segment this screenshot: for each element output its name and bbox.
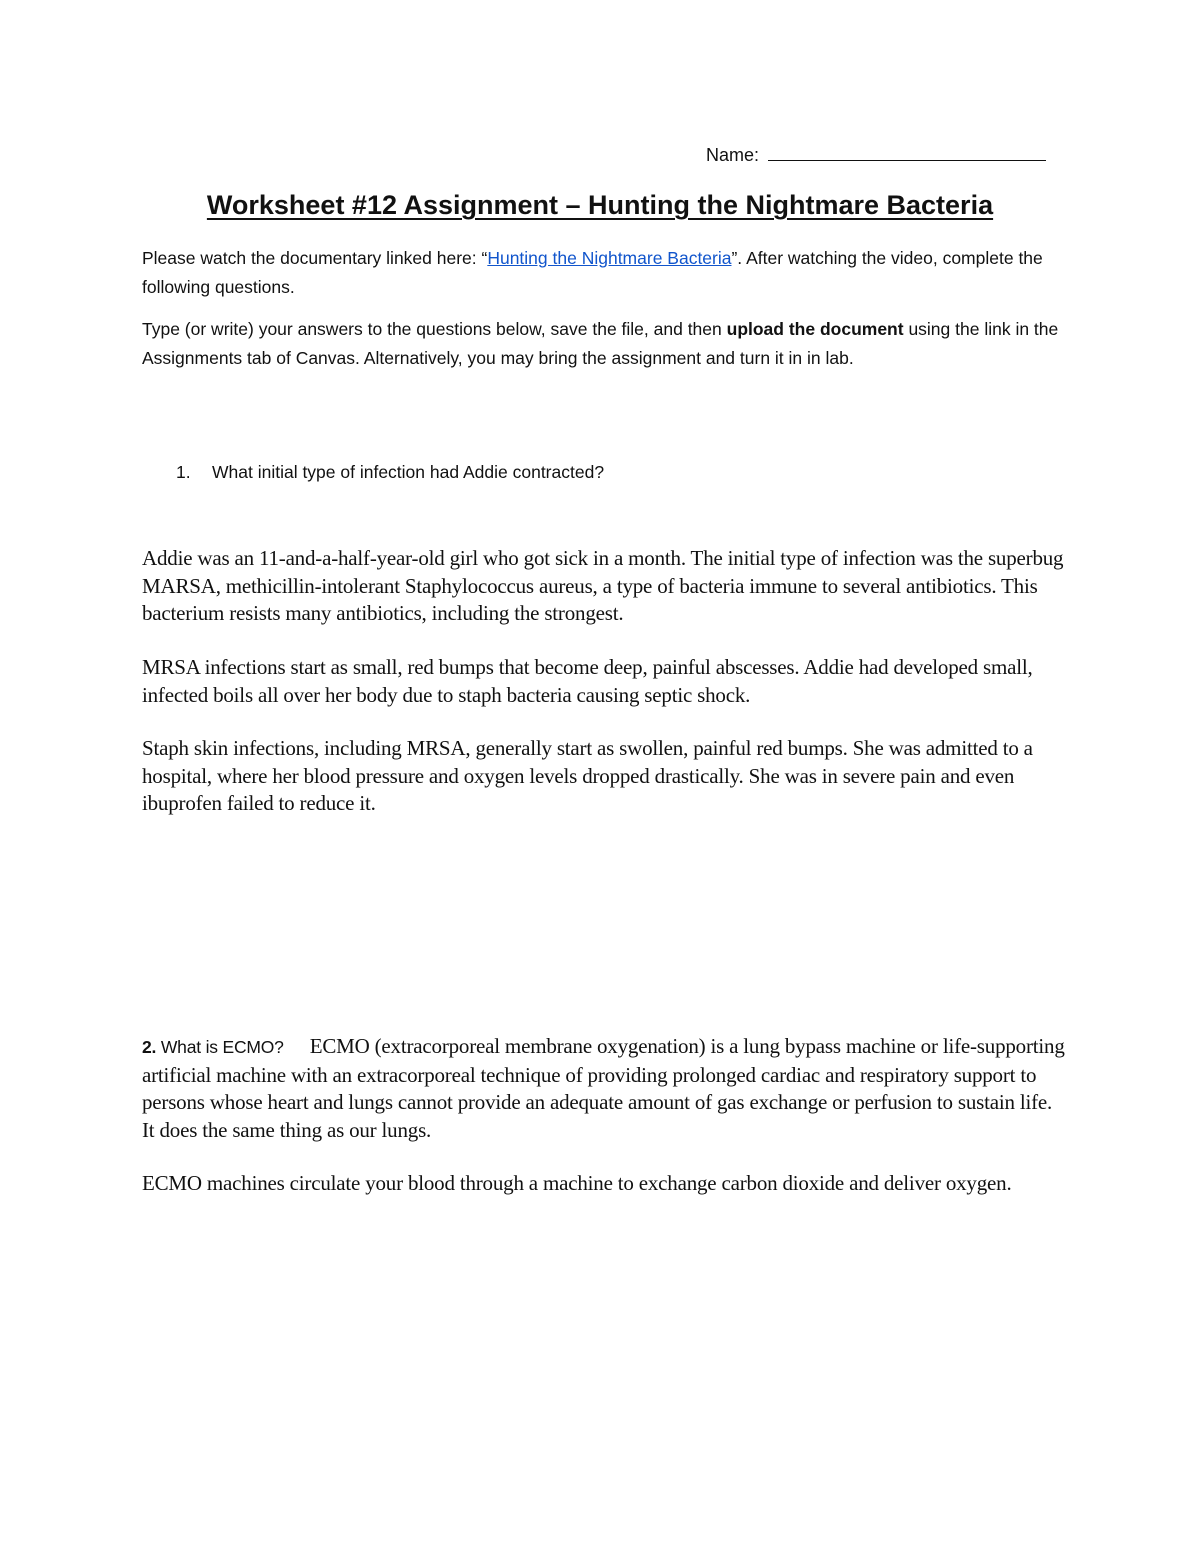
question-1-number: 1. <box>176 462 191 482</box>
instructions-text-before: Type (or write) your answers to the questions below, save the file, and then <box>142 319 727 339</box>
name-blank[interactable] <box>768 144 1046 161</box>
answer-1-paragraph-3: Staph skin infections, including MRSA, generally start as swollen, painful red bumps. She was admitted to a hospital, where her blood pressure and oxygen levels dropped drastically. She was in severe pain and even ibuprofen failed to reduce it. <box>142 736 1033 815</box>
answer-1-paragraph-1: Addie was an 11-and-a-half-year-old girl who got sick in a month. The initial type of infection was the superbug MARSA, methicillin-intolerant Staphylococcus aureus, a type of bacteria immune to several antibiotics. This bacterium resists many antibiotics, including the strongest. <box>142 546 1064 625</box>
question-2 <box>142 1037 284 1057</box>
instructions-bold-text: upload the document <box>726 319 904 339</box>
intro-paragraph-1 <box>142 244 1062 302</box>
question-1-text: What initial type of infection had Addie contracted? <box>212 462 605 482</box>
answer-1-paragraph-2: MRSA infections start as small, red bumps that become deep, painful abscesses. Addie had developed small, infected boils all over her body due to staph bacteria causing septic shock. <box>142 655 1033 707</box>
intro-paragraph-2 <box>142 315 1062 373</box>
instructions-text-after: using the link in the Assignments tab of Canvas. Alternatively, you may bring the assignment and turn it in in lab. <box>142 319 1059 368</box>
intro-text-before-link: Please watch the documentary linked here: “ <box>142 248 488 268</box>
name-field-line <box>706 144 1046 166</box>
question-1 <box>176 462 604 483</box>
intro-text-after-link: ”. After watching the video, complete the following questions. <box>142 248 1043 297</box>
page-title: Worksheet #12 Assignment – Hunting the Nightmare Bacteria <box>206 190 994 220</box>
question-2-text: What is ECMO? <box>156 1037 284 1057</box>
question-2-number: 2. <box>142 1037 157 1057</box>
name-label: Name: <box>706 145 760 165</box>
answer-2-paragraph-2: ECMO machines circulate your blood through a machine to exchange carbon dioxide and deliver oxygen. <box>142 1171 1012 1195</box>
answer-2-paragraph-1: ECMO (extracorporeal membrane oxygenation) is a lung bypass machine or life-supporting artificial machine with an extracorporeal technique of providing prolonged cardiac and respiratory support to persons whose heart and lungs cannot provide an adequate amount of gas exchange or perfusion to sustain life. It does the same thing as our lungs. <box>142 1034 1065 1142</box>
question-2-block <box>142 1033 1067 1144</box>
documentary-link[interactable]: Hunting the Nightmare Bacteria <box>487 248 732 268</box>
